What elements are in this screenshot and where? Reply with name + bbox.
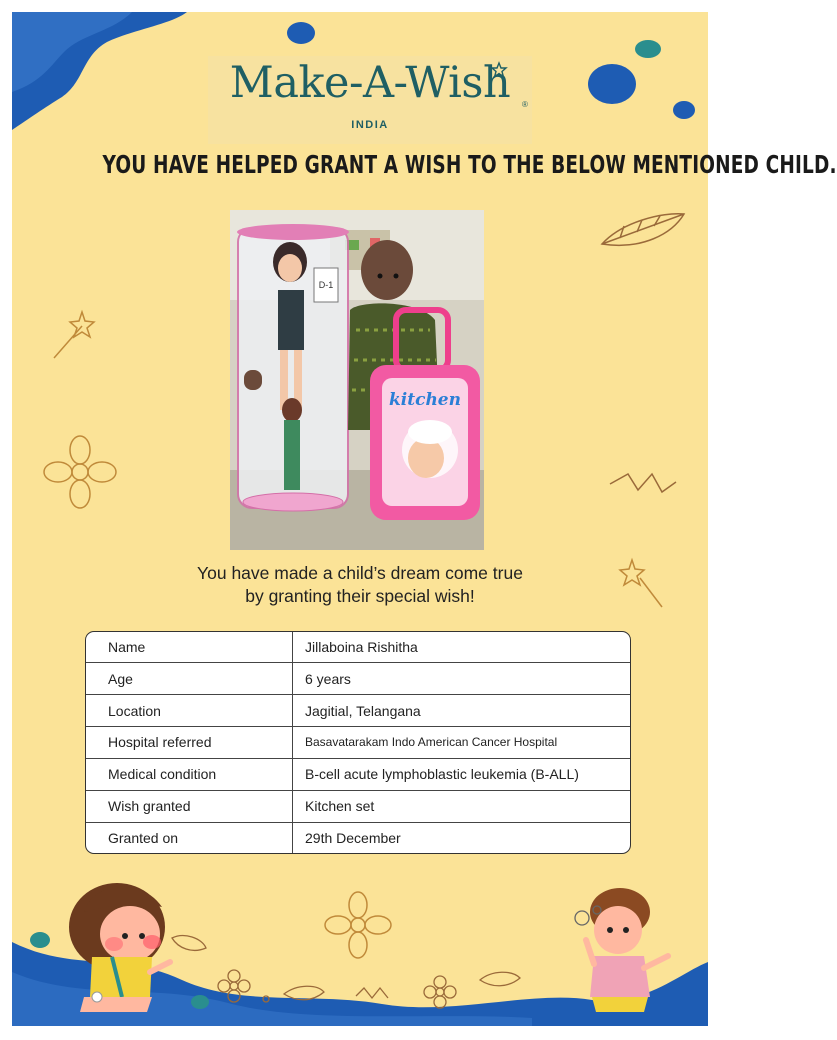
top-left-dot xyxy=(24,84,54,106)
leaf-doodles-bottom xyxy=(172,936,520,1000)
detail-value-medical-condition: B-cell acute lymphoblastic leukemia (B-ALL) xyxy=(293,758,631,790)
doll-box xyxy=(237,224,349,511)
logo-country: INDIA xyxy=(351,119,389,131)
dream-message-line2: by granting their special wish! xyxy=(245,586,475,606)
star-icon xyxy=(491,62,507,78)
detail-value-age: 6 years xyxy=(293,663,631,695)
top-right-dot xyxy=(673,101,695,119)
detail-value-granted-on: 29th December xyxy=(293,822,631,853)
detail-label-granted-on: Granted on xyxy=(86,822,293,853)
table-row xyxy=(86,727,630,759)
dream-message-line1: You have made a child’s dream come true xyxy=(197,563,523,583)
bottom-left-teal xyxy=(30,932,50,948)
table-row xyxy=(86,758,630,790)
table-row xyxy=(86,663,630,695)
zigzag-doodle-right xyxy=(610,474,676,492)
detail-label-wish-granted: Wish granted xyxy=(86,790,293,822)
top-right-blob xyxy=(588,64,636,104)
detail-value-wish-granted: Kitchen set xyxy=(293,790,631,822)
table-row xyxy=(86,632,630,663)
flower-doodle-bottom xyxy=(325,892,391,958)
headline: YOU HAVE HELPED GRANT A WISH TO THE BELOW MENTIONED CHILD. xyxy=(102,150,837,179)
child-photo xyxy=(230,210,484,550)
top-blob xyxy=(287,22,315,44)
wand-doodle-left xyxy=(54,312,94,358)
detail-value-hospital: Basavatarakam Indo American Cancer Hospital xyxy=(293,727,631,759)
top-right-teal xyxy=(635,40,661,58)
doll-tag: D-1 xyxy=(318,280,334,290)
detail-label-medical-condition: Medical condition xyxy=(86,758,293,790)
kitchen-set-label: kitchen xyxy=(389,390,461,410)
dream-message xyxy=(12,562,708,608)
wish-details-table xyxy=(85,631,631,854)
logo-registered-mark: ® xyxy=(522,100,528,109)
detail-value-location: Jagitial, Telangana xyxy=(293,695,631,727)
logo xyxy=(208,56,532,144)
flower-doodle-left xyxy=(44,436,116,508)
detail-value-name: Jillaboina Rishitha xyxy=(293,632,631,663)
bottom-teal xyxy=(191,995,209,1009)
table-row xyxy=(86,695,630,727)
certificate-card xyxy=(12,12,837,1026)
leaf-doodle-right xyxy=(602,214,684,246)
detail-label-name: Name xyxy=(86,632,293,663)
detail-label-age: Age xyxy=(86,663,293,695)
table-row xyxy=(86,822,630,853)
detail-label-location: Location xyxy=(86,695,293,727)
detail-label-hospital: Hospital referred xyxy=(86,727,293,759)
table-row xyxy=(86,790,630,822)
logo-name: Make-A-Wish xyxy=(229,58,511,108)
